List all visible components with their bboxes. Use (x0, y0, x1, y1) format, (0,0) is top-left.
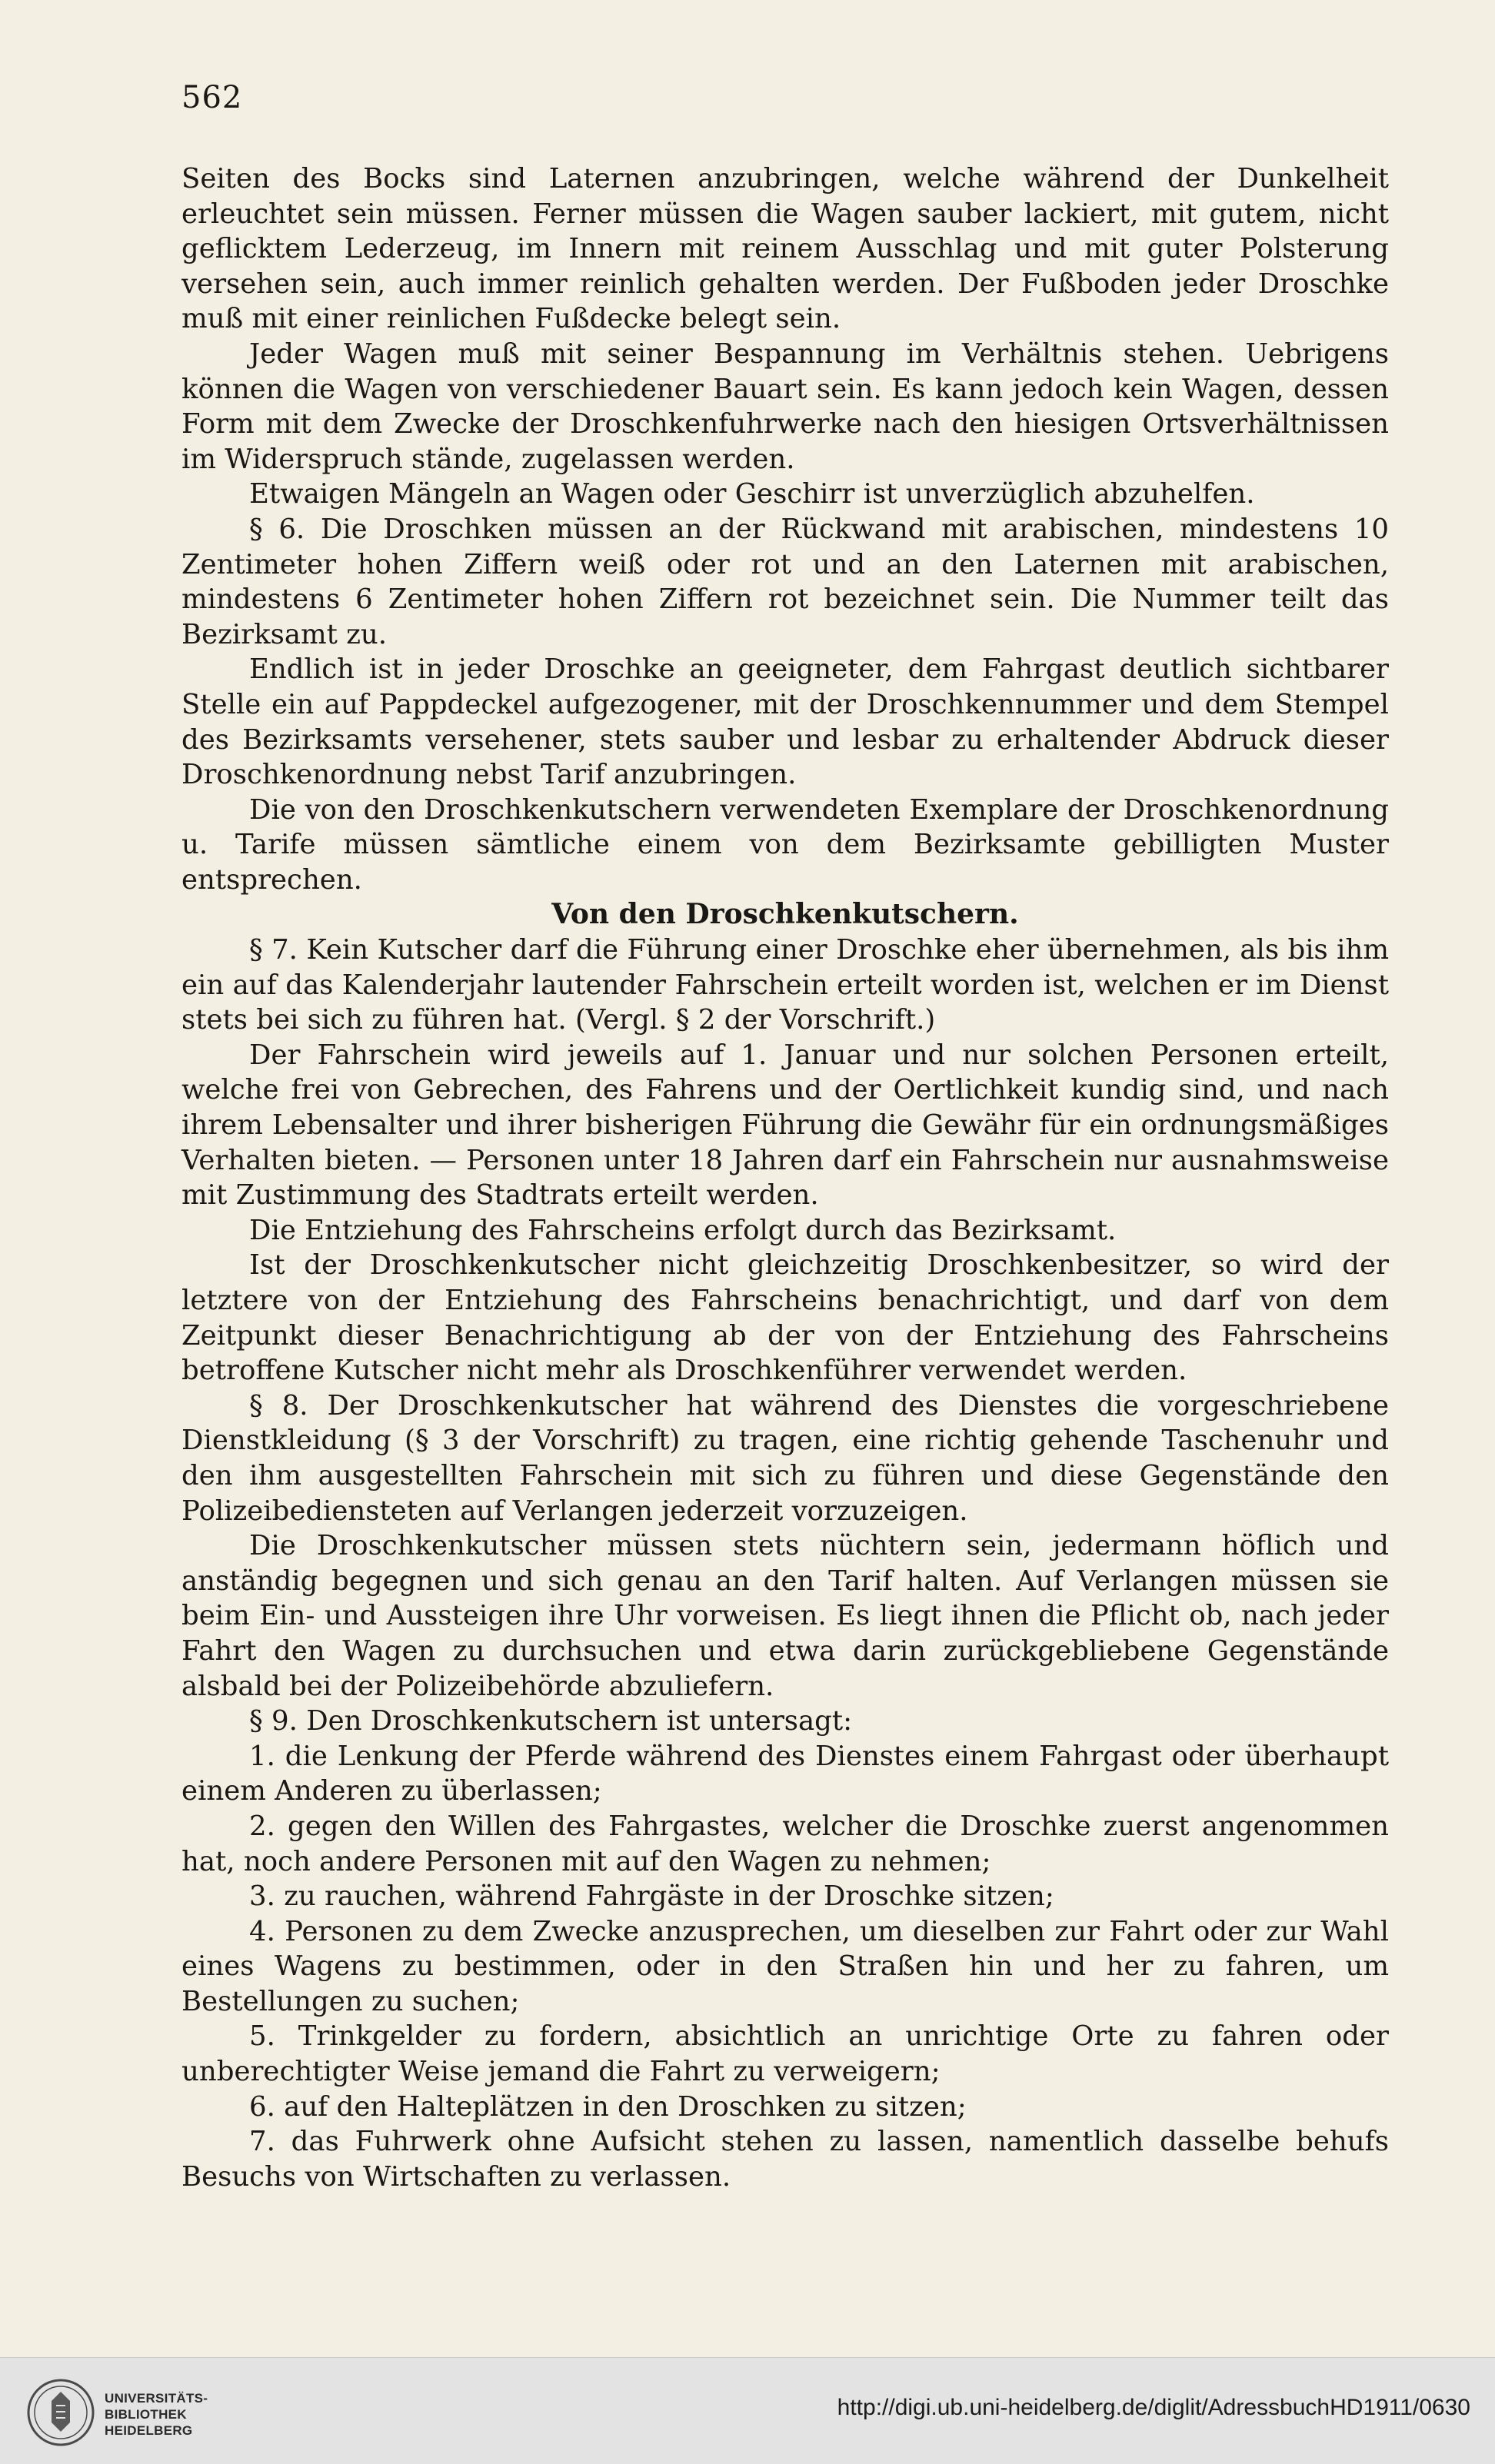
paragraph: 6. auf den Halteplätzen in den Droschken zu sitzen; (249, 2090, 967, 2123)
paragraph: 4. Personen zu dem Zwecke anzusprechen, um dieselben zur Fahrt oder zur Wahl eines Wagens zu bestimmen, oder in den Straßen hin und her zu fahren, um Bestellungen zu suchen; (181, 1915, 1389, 2017)
paragraph: 7. das Fuhrwerk ohne Aufsicht stehen zu lassen, namentlich dasselbe behufs Besuchs von Wirtschaften zu verlassen. (181, 2126, 1389, 2193)
library-name (105, 2390, 208, 2439)
library-line: HEIDELBERG (105, 2423, 193, 2438)
paragraph: Die Entziehung des Fahrscheins erfolgt durch das Bezirksamt. (249, 1214, 1117, 1246)
university-seal-icon (26, 2378, 95, 2447)
paragraph: 3. zu rauchen, während Fahrgäste in der Droschke sitzen; (249, 1880, 1054, 1913)
paragraph: Etwaigen Mängeln an Wagen oder Geschirr ist unverzüglich abzuhelfen. (249, 478, 1255, 510)
paragraph: Seiten des Bocks sind Laternen anzubringen, welche während der Dunkelheit erleuchtet sein müssen. Ferner müssen die Wagen sauber lackiert, mit gutem, nicht geflicktem Lederzeug, im Innern mit reinem Ausschlag und mit guter Polsterung versehen sein, auch immer reinlich gehalten werden. Der Fußboden jeder Droschke muß mit einer reinlichen Fußdecke belegt sein. (181, 163, 1389, 335)
library-line: UNIVERSITÄTS- (105, 2391, 208, 2406)
section-heading: Von den Droschkenkutschern. (551, 898, 1019, 931)
library-line: BIBLIOTHEK (105, 2407, 187, 2422)
paragraph: § 8. Der Droschkenkutscher hat während des Dienstes die vorgeschriebene Dienstkleidung (§ 3 der Vorschrift) zu tragen, eine richtig gehende Taschenuhr und den ihm ausgestellten Fahrschein mit sich zu führen und diese Gegenstände den Polizeibediensteten auf Verlangen jederzeit vorzuzeigen. (181, 1389, 1389, 1527)
library-footer (0, 2357, 1495, 2464)
paragraph: § 9. Den Droschkenkutschern ist untersagt: (249, 1705, 853, 1737)
paragraph: Die von den Droschkenkutschern verwendeten Exemplare der Droschkenordnung u. Tarife müssen sämtliche einem von dem Bezirksamte gebilligten Muster entsprechen. (181, 793, 1389, 896)
paragraph: Die Droschkenkutscher müssen stets nüchtern sein, jedermann höflich und anständig begegnen und sich genau an den Tarif halten. Auf Verlangen müssen sie beim Ein- und Aussteigen ihre Uhr vorweisen. Es liegt ihnen die Pflicht ob, nach jeder Fahrt den Wagen zu durchsuchen und etwa darin zurückgebliebene Gegenstände alsbald bei der Polizeibehörde abzuliefern. (181, 1530, 1389, 1702)
paragraph: Ist der Droschkenkutscher nicht gleichzeitig Droschkenbesitzer, so wird der letztere von der Entziehung des Fahrscheins benachrichtigt, und darf von dem Zeitpunkt dieser Benachrichtigung ab der von der Entziehung des Fahrscheins betroffene Kutscher nicht mehr als Droschkenführer verwendet werden. (181, 1249, 1389, 1387)
paragraph: 2. gegen den Willen des Fahrgastes, welcher die Droschke zuerst angenommen hat, noch andere Personen mit auf den Wagen zu nehmen; (181, 1810, 1389, 1877)
page-number: 562 (181, 80, 243, 115)
paragraph: § 6. Die Droschken müssen an der Rückwand mit arabischen, mindestens 10 Zentimeter hohen Ziffern weiß oder rot und an den Laternen mit arabischen, mindestens 6 Zentimeter hohen Ziffern rot bezeichnet sein. Die Nummer teilt das Bezirksamt zu. (181, 513, 1389, 650)
document-body (181, 161, 1389, 2194)
paragraph: 5. Trinkgelder zu fordern, absichtlich an unrichtige Orte zu fahren oder unberechtigter Weise jemand die Fahrt zu verweigern; (181, 2020, 1389, 2088)
paragraph: Der Fahrschein wird jeweils auf 1. Januar und nur solchen Personen erteilt, welche frei von Gebrechen, des Fahrens und der Oertlichkeit kundig sind, und nach ihrem Lebensalter und ihrer bisherigen Führung die Gewähr für ein ordnungsmäßiges Verhalten bieten. — Personen unter 18 Jahren darf ein Fahrschein nur ausnahmsweise mit Zustimmung des Stadtrats erteilt werden. (181, 1039, 1389, 1212)
paragraph: Endlich ist in jeder Droschke an geeigneter, dem Fahrgast deutlich sichtbarer Stelle ein auf Pappdeckel aufgezogener, mit der Droschkennummer und dem Stempel des Bezirksamts versehener, stets sauber und lesbar zu erhaltender Abdruck dieser Droschkenordnung nebst Tarif anzubringen. (181, 653, 1389, 791)
paragraph: Jeder Wagen muß mit seiner Bespannung im Verhältnis stehen. Uebrigens können die Wagen von verschiedener Bauart sein. Es kann jedoch kein Wagen, dessen Form mit dem Zwecke der Droschkenfuhrwerke nach den hiesigen Ortsverhältnissen im Widerspruch stände, zugelassen werden. (181, 338, 1389, 475)
paragraph: § 7. Kein Kutscher darf die Führung einer Droschke eher übernehmen, als bis ihm ein auf das Kalenderjahr lautender Fahrschein erteilt worden ist, welchen er im Dienst stets bei sich zu führen hat. (Vergl. § 2 der Vorschrift.) (181, 934, 1389, 1036)
paragraph: 1. die Lenkung der Pferde während des Dienstes einem Fahrgast oder überhaupt einem Anderen zu überlassen; (181, 1740, 1389, 1807)
source-url-link[interactable]: http://digi.ub.uni-heidelberg.de/diglit/AdressbuchHD1911/0630 (837, 2395, 1470, 2420)
